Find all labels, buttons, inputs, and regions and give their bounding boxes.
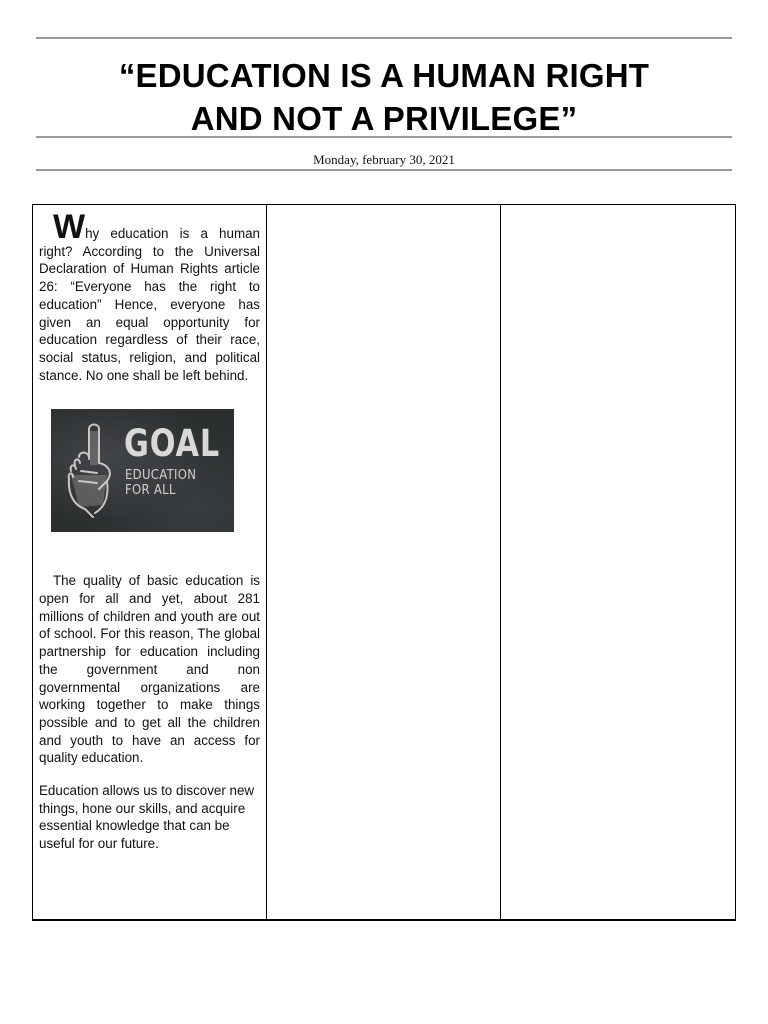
headline: [36, 54, 732, 140]
goal-subtitle: [125, 468, 196, 498]
drop-cap: W: [53, 208, 86, 246]
dateline: Monday, february 30, 2021: [313, 152, 455, 167]
column-1: [33, 205, 267, 919]
column-3: [501, 205, 735, 919]
article-columns: [32, 204, 736, 921]
goal-subtitle-line-2: FOR ALL: [125, 483, 176, 499]
intro-paragraph-text: hy education is a human right? According to the Universal Declaration of Human Rights article 26: “Everyone has the right to education” Hence, everyone has given an equal opportunity for education regardless of their race, social status, religion, and political stance. No one shall be left behind.: [39, 226, 260, 383]
goal-subtitle-line-1: EDUCATION: [125, 468, 197, 484]
goal-title: GOAL: [124, 422, 220, 466]
headline-line-1: “EDUCATION IS A HUMAN RIGHT: [118, 57, 650, 94]
dateline-bottom-rule: [36, 169, 732, 171]
headline-bottom-rule: [36, 136, 732, 138]
column-2: [267, 205, 501, 919]
headline-line-2: AND NOT A PRIVILEGE”: [190, 100, 578, 137]
third-paragraph: Education allows us to discover new things, hone our skills, and acquire essential knowledge that can be useful for our future.: [39, 783, 255, 852]
top-rule: [36, 37, 732, 39]
intro-paragraph: [39, 208, 260, 384]
second-paragraph: The quality of basic education is open for all and yet, about 281 millions of children and youth are out of school. For this reason, The global partnership for education including the government and non governmental organizations are working together to make things possible and to get all the children and youth to have an access for quality education.: [39, 573, 260, 766]
goal-education-for-all-image: [51, 409, 234, 532]
